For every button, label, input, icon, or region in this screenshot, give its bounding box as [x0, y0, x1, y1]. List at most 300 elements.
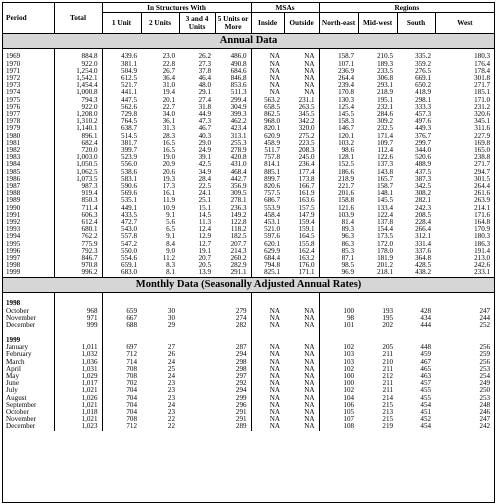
table-row	[3, 308, 494, 315]
value-cell: 289	[215, 423, 251, 430]
period-cell: 1988	[3, 190, 54, 197]
table-row	[3, 176, 494, 183]
value-cell: 712	[126, 351, 137, 359]
value-cell: 15.1	[198, 204, 211, 212]
value-cell: 563.2	[264, 96, 281, 104]
value-cell: 28.4	[198, 175, 211, 183]
value-cell: 100	[343, 380, 355, 388]
value-cell: 264.4	[338, 74, 355, 82]
value-cell: 121.6	[338, 204, 355, 212]
value-cell: 34.9	[198, 168, 211, 176]
value-cell: 282.1	[415, 197, 432, 205]
value-cell: 171.6	[474, 211, 491, 219]
value-cell: 447.5	[121, 96, 137, 104]
value-cell: 20.9	[162, 161, 175, 169]
value-cell: 344.0	[415, 146, 432, 154]
value-cell: 159.1	[284, 226, 319, 233]
value-cell: 814.1	[264, 161, 281, 169]
value-cell: 182.5	[215, 233, 251, 240]
value-cell: 20.6	[162, 168, 175, 176]
table-row	[3, 409, 494, 416]
value-cell: 263.5	[284, 104, 319, 111]
value-cell: 297	[215, 373, 251, 380]
value-cell: 825.1	[264, 269, 281, 277]
table-row	[3, 82, 494, 89]
value-cell: NA	[284, 308, 319, 315]
value-cell: 20.7	[198, 254, 211, 262]
value-cell: 896.1	[54, 133, 102, 140]
value-cell: 231.1	[284, 97, 319, 104]
value-cell: 23	[167, 387, 175, 395]
value-cell: 14.5	[198, 211, 211, 219]
value-cell: 486.0	[215, 49, 251, 61]
value-cell: 16.5	[162, 146, 175, 154]
units-5-plus-header: 5 Units or More	[215, 13, 251, 34]
value-cell: 16.1	[162, 190, 175, 198]
value-cell: 158.7	[377, 182, 394, 190]
value-cell: 455	[420, 387, 432, 395]
value-cell: NA	[269, 307, 281, 315]
period-cell: 1995	[3, 241, 54, 248]
value-cell: 968	[54, 308, 102, 315]
value-cell: 554.6	[121, 254, 137, 262]
value-cell: 236.4	[284, 161, 319, 168]
value-cell: 195	[382, 314, 394, 322]
value-cell: 308.2	[415, 190, 432, 198]
value-cell: 511.7	[264, 146, 281, 154]
month-cell: February	[3, 351, 54, 358]
table-row	[3, 169, 494, 176]
table-row	[3, 423, 494, 430]
value-cell: 101	[343, 322, 355, 329]
table-row	[3, 344, 494, 351]
value-cell: 612.4	[54, 219, 102, 226]
value-cell: 255.3	[215, 140, 251, 147]
value-cell: 293.1	[377, 82, 394, 90]
value-cell: 191.4	[474, 247, 491, 255]
value-cell: 86.3	[341, 240, 355, 248]
month-cell: July	[3, 387, 54, 394]
value-cell: 468.4	[215, 169, 251, 176]
value-cell: 356.9	[215, 183, 251, 190]
value-cell: NA	[284, 373, 319, 380]
value-cell: NA	[269, 394, 281, 402]
value-cell: 451	[420, 409, 432, 417]
value-cell: 497.6	[415, 118, 432, 126]
value-cell: 1,208.0	[54, 111, 102, 118]
value-cell: 1,018	[54, 409, 102, 416]
value-cell: NA	[284, 366, 319, 373]
month-cell: December	[3, 322, 54, 329]
month-cell: August	[3, 395, 54, 402]
value-cell: 556.0	[121, 161, 137, 169]
value-cell: 211	[382, 365, 394, 373]
period-cell: 1985	[3, 169, 54, 176]
value-cell: 968.0	[264, 118, 281, 126]
value-cell: 125.4	[338, 103, 355, 111]
value-cell: NA	[284, 75, 319, 82]
value-cell: 543.0	[121, 226, 137, 234]
value-cell: NA	[269, 322, 281, 329]
value-cell: 178.4	[474, 67, 491, 75]
value-cell: 170.8	[338, 89, 355, 97]
value-cell: 253	[479, 394, 491, 402]
value-cell: NA	[284, 61, 319, 68]
value-cell: 143.8	[377, 168, 394, 176]
value-cell: 158.8	[338, 197, 355, 205]
value-cell: 178.0	[377, 247, 394, 255]
value-cell: 294	[215, 351, 251, 358]
value-cell: 306.8	[377, 74, 394, 82]
value-cell: 22	[167, 423, 175, 431]
table-row	[3, 395, 494, 402]
period-cell: 1970	[3, 61, 54, 68]
value-cell: 159.4	[284, 219, 319, 226]
value-cell: 22.5	[198, 182, 211, 190]
value-cell: 381.7	[121, 139, 137, 147]
value-cell: NA	[284, 344, 319, 351]
value-cell: 504.9	[121, 67, 137, 75]
value-cell: 420.8	[215, 154, 251, 161]
value-cell: 488.9	[415, 161, 432, 169]
value-cell: 399.7	[121, 146, 137, 154]
value-cell: 291.1	[215, 269, 251, 277]
value-cell: 1,000.8	[54, 89, 102, 96]
period-cell: 1996	[3, 248, 54, 255]
value-cell: NA	[284, 315, 319, 322]
value-cell: 219	[382, 423, 394, 431]
value-cell: NA	[269, 387, 281, 395]
table-row	[3, 61, 494, 68]
month-cell: January	[3, 344, 54, 351]
value-cell: 1,017	[54, 380, 102, 387]
table-row	[3, 373, 494, 380]
value-cell: 172.0	[377, 240, 394, 248]
value-cell: 31.0	[162, 82, 175, 90]
value-cell: 331.4	[415, 240, 432, 248]
value-cell: NA	[284, 423, 319, 430]
value-cell: 762.2	[54, 233, 102, 240]
table-row	[3, 212, 494, 219]
value-cell: 514.5	[121, 132, 137, 140]
value-cell: 313.1	[215, 133, 251, 140]
monthly-data-rows	[3, 292, 494, 431]
value-cell: 118.2	[215, 226, 251, 233]
value-cell: NA	[269, 380, 281, 388]
value-cell: 8.1	[166, 269, 175, 277]
value-cell: 238.8	[474, 154, 491, 162]
value-cell: 120.1	[338, 132, 355, 140]
value-cell: 252	[479, 322, 491, 329]
value-cell: 434	[420, 314, 432, 322]
value-cell: 381.1	[121, 60, 137, 68]
table-row	[3, 125, 494, 132]
value-cell: 25	[167, 365, 175, 373]
msa-inside-header: Inside	[251, 13, 284, 34]
value-cell: 31.8	[198, 103, 211, 111]
value-cell: 720.0	[54, 147, 102, 154]
value-cell: NA	[269, 60, 281, 68]
northeast-header: North-east	[319, 13, 358, 34]
value-cell: 452	[420, 416, 432, 424]
value-cell: NA	[284, 322, 319, 329]
value-cell: 232.5	[377, 125, 394, 133]
value-cell: 922.0	[54, 61, 102, 68]
value-cell: 294.7	[474, 168, 491, 176]
year-label: 1999	[3, 336, 54, 344]
value-cell: 23	[167, 394, 175, 402]
value-cell: NA	[269, 67, 281, 75]
value-cell: 1,140.1	[54, 125, 102, 132]
value-cell: 547.2	[121, 240, 137, 248]
units-2-header: 2 Units	[141, 13, 179, 34]
value-cell: 165.0	[474, 146, 491, 154]
value-cell: 236.3	[215, 205, 251, 212]
value-cell: 342.2	[284, 118, 319, 125]
value-cell: 1,062.5	[54, 169, 102, 176]
value-cell: 659.1	[121, 262, 137, 270]
value-cell: 345.1	[474, 118, 491, 126]
value-cell: 299.4	[215, 97, 251, 104]
value-cell: 428	[420, 307, 432, 315]
value-cell: 521.0	[264, 226, 281, 234]
annual-data-title: Annual Data	[3, 34, 494, 49]
value-cell: 242.3	[415, 204, 432, 212]
value-cell: 211	[382, 351, 394, 359]
period-cell: 1994	[3, 233, 54, 240]
value-cell: 98.5	[341, 262, 355, 270]
value-cell: 157.5	[284, 205, 319, 212]
value-cell: 205	[382, 344, 394, 352]
value-cell: 236.9	[338, 67, 355, 75]
value-cell: 246	[479, 409, 491, 417]
value-cell: 569.6	[121, 190, 137, 198]
value-cell: 399.3	[215, 111, 251, 118]
value-cell: 24.9	[198, 146, 211, 154]
value-cell: 458.4	[264, 211, 281, 219]
value-cell: 612.5	[121, 74, 137, 82]
value-cell: 1,254.0	[54, 68, 102, 75]
units-1-header: 1 Unit	[102, 13, 141, 34]
table-row	[3, 75, 494, 82]
value-cell: 30	[167, 307, 175, 315]
value-cell: 820.6	[264, 182, 281, 190]
value-cell: 764.5	[121, 118, 137, 126]
month-cell: November	[3, 416, 54, 423]
value-cell: 185.1	[474, 89, 491, 97]
value-cell: 254	[479, 373, 491, 381]
value-cell: 439.6	[121, 52, 137, 61]
period-cell: 1986	[3, 176, 54, 183]
value-cell: 193	[382, 307, 394, 315]
table-row	[3, 248, 494, 255]
housing-units-table	[3, 3, 494, 431]
value-cell: 105	[343, 409, 355, 417]
value-cell: NA	[284, 387, 319, 394]
value-cell: 170.9	[474, 226, 491, 234]
value-cell: 12.9	[198, 233, 211, 241]
value-cell: 650.2	[415, 82, 432, 90]
period-cell: 1980	[3, 133, 54, 140]
value-cell: 122.8	[215, 219, 251, 226]
value-cell: 792.3	[54, 248, 102, 255]
value-cell: 22	[167, 416, 175, 424]
value-cell: 37.8	[198, 67, 211, 75]
value-cell: 31.3	[162, 125, 175, 133]
value-cell: 165.7	[377, 175, 394, 183]
value-cell: 29.1	[198, 89, 211, 97]
value-cell: 22.8	[162, 60, 175, 68]
table-row	[3, 416, 494, 423]
value-cell: 173.8	[284, 176, 319, 183]
value-cell: 24.1	[198, 190, 211, 198]
value-cell: 149.2	[215, 212, 251, 219]
value-cell: 103	[343, 351, 355, 359]
value-cell: 423.4	[215, 125, 251, 132]
value-cell: 223.5	[284, 140, 319, 147]
table-row	[3, 118, 494, 125]
value-cell: NA	[284, 82, 319, 89]
south-header: South	[397, 13, 435, 34]
value-cell: 10.9	[162, 204, 175, 212]
value-cell: 218.1	[377, 269, 394, 277]
value-cell: 145.5	[338, 110, 355, 118]
value-cell: 214.3	[215, 248, 251, 255]
regions-header: Regions	[319, 3, 494, 13]
value-cell: 161.9	[284, 190, 319, 197]
value-cell: NA	[269, 351, 281, 359]
value-cell: 210.5	[377, 52, 394, 61]
month-cell: October	[3, 409, 54, 416]
value-cell: 42.5	[198, 161, 211, 169]
value-cell: 20.1	[162, 96, 175, 104]
value-cell: 96.9	[341, 269, 355, 277]
value-cell: 103	[343, 358, 355, 366]
table-row	[3, 133, 494, 140]
value-cell: 130.3	[338, 96, 355, 104]
value-cell: 256	[479, 344, 491, 352]
value-cell: 454	[420, 423, 432, 431]
value-cell: 231.2	[474, 103, 491, 111]
value-cell: 8.3	[166, 262, 175, 270]
table-row	[3, 387, 494, 394]
value-cell: 228.4	[415, 218, 432, 226]
value-cell: NA	[284, 49, 319, 61]
value-cell: 261.6	[474, 190, 491, 198]
value-cell: 459	[420, 351, 432, 359]
value-cell: 122.6	[377, 154, 394, 162]
value-cell: 166.7	[284, 183, 319, 190]
value-cell: 202	[382, 322, 394, 329]
table-row	[3, 89, 494, 96]
period-cell: 1989	[3, 197, 54, 204]
value-cell: 171.1	[284, 269, 319, 277]
value-cell: 278.9	[215, 147, 251, 154]
period-cell: 1977	[3, 111, 54, 118]
value-cell: 320.0	[284, 125, 319, 132]
value-cell: 291	[215, 409, 251, 416]
table-row	[3, 104, 494, 111]
table-row	[3, 366, 494, 373]
value-cell: 266.4	[415, 226, 432, 234]
value-cell: 244	[479, 314, 491, 322]
value-cell: 590.6	[121, 182, 137, 190]
period-cell: 1991	[3, 212, 54, 219]
monthly-data-title: Monthly Data (Seasonally Adjusted Annual Rates)	[3, 277, 494, 292]
value-cell: 232.1	[377, 103, 394, 111]
value-cell: 208.5	[415, 211, 432, 219]
value-cell: 457	[420, 380, 432, 388]
value-cell: 520.6	[415, 154, 432, 162]
value-cell: 242	[479, 423, 491, 431]
value-cell: 342.5	[415, 182, 432, 190]
value-cell: 162.4	[284, 248, 319, 255]
value-cell: 146.7	[338, 125, 355, 133]
value-cell: 26	[167, 351, 175, 359]
value-cell: 282	[215, 322, 251, 329]
value-cell: 164.5	[284, 233, 319, 240]
value-cell: 1,026	[54, 395, 102, 402]
value-cell: 24	[167, 358, 175, 366]
value-cell: 27.4	[198, 96, 211, 104]
table-row	[3, 140, 494, 147]
period-cell: 1974	[3, 89, 54, 96]
value-cell: 438.2	[415, 269, 432, 277]
value-cell: 729.8	[121, 110, 137, 118]
table-row	[3, 97, 494, 104]
value-cell: 275.2	[284, 133, 319, 140]
value-cell: 171.0	[474, 96, 491, 104]
value-cell: 683.0	[121, 269, 137, 277]
value-cell: 292	[215, 380, 251, 387]
value-cell: 263.9	[474, 197, 491, 205]
value-cell: 260.2	[215, 255, 251, 262]
value-cell: 441.1	[121, 89, 137, 97]
value-cell: NA	[284, 402, 319, 409]
value-cell: 16.5	[162, 139, 175, 147]
value-cell: 1,003.0	[54, 154, 102, 161]
value-cell: 12.4	[198, 226, 211, 234]
period-cell: 1984	[3, 161, 54, 168]
value-cell: 19.3	[162, 175, 175, 183]
value-cell: 684.4	[264, 254, 281, 262]
value-cell: 684.6	[215, 68, 251, 75]
value-cell: 34.0	[162, 110, 175, 118]
value-cell: 108	[343, 423, 355, 431]
value-cell: NA	[269, 344, 281, 352]
value-cell: 36.4	[162, 74, 175, 82]
value-cell: 704	[126, 409, 137, 417]
value-cell: 970.8	[54, 262, 102, 269]
value-cell: 1,029	[54, 373, 102, 380]
value-cell: 218.9	[338, 175, 355, 183]
value-cell: 299	[215, 395, 251, 402]
value-cell: 387.3	[415, 175, 432, 183]
month-cell: April	[3, 366, 54, 373]
value-cell: 221.7	[338, 182, 355, 190]
value-cell: 298	[215, 359, 251, 366]
table-row	[3, 402, 494, 409]
annual-data-rows	[3, 49, 494, 278]
value-cell: 688	[126, 322, 137, 329]
value-cell: 28.3	[162, 132, 175, 140]
value-cell: 1,021	[54, 387, 102, 394]
period-cell: 1982	[3, 147, 54, 154]
table-row	[3, 111, 494, 118]
value-cell: 462.2	[215, 118, 251, 125]
value-cell: 177.4	[284, 169, 319, 176]
value-cell: 704	[126, 394, 137, 402]
